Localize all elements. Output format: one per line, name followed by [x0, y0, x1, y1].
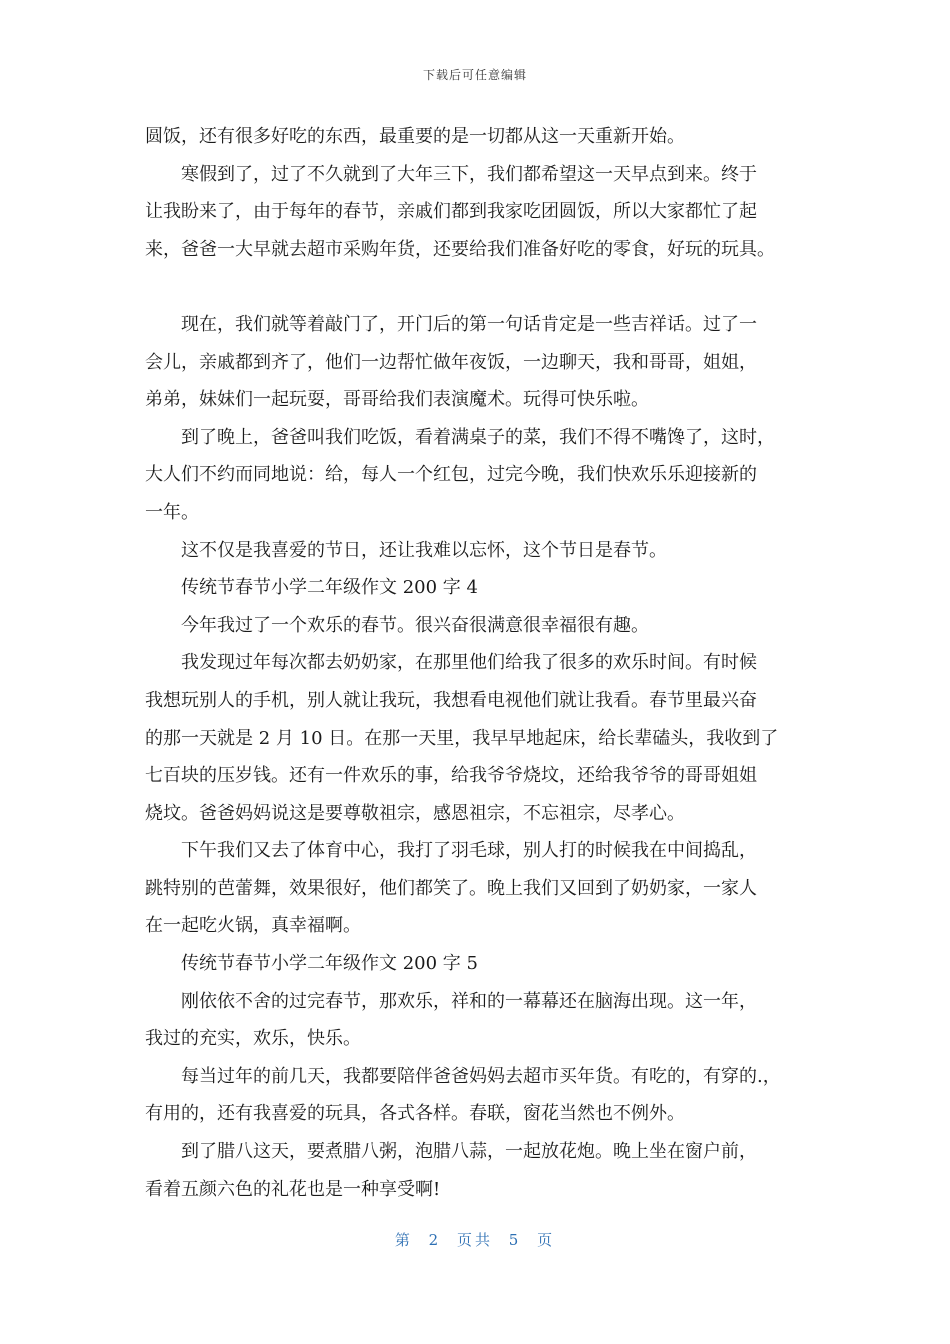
text-line: 圆饭，还有很多好吃的东西，最重要的是一切都从这一天重新开始。 [145, 126, 685, 147]
text-line: 下午我们又去了体育中心，我打了羽毛球，别人打的时候我在中间捣乱， [181, 840, 757, 862]
text-line: 每当过年的前几天，我都要陪伴爸爸妈妈去超市买年货。有吃的，有穿的.， [181, 1065, 781, 1087]
text-line: 大人们不约而同地说：给，每人一个红包，过完今晚，我们快欢乐乐迎接新的 [145, 464, 757, 486]
text-line: 传统节春节小学二年级作文 200 字 5 [181, 953, 478, 975]
text-line: 今年我过了一个欢乐的春节。很兴奋很满意很幸福很有趣。 [181, 614, 649, 636]
text-line: 会儿，亲戚都到齐了，他们一边帮忙做年夜饭，一边聊天，我和哥哥，姐姐， [145, 351, 757, 373]
text-line: 我发现过年每次都去奶奶家，在那里他们给我了很多的欢乐时间。有时候 [181, 652, 757, 674]
document-body [145, 118, 815, 1208]
text-line: 七百块的压岁钱。还有一件欢乐的事，给我爷爷烧坟，还给我爷爷的哥哥姐姐 [145, 765, 757, 787]
text-line: 来，爸爸一大早就去超市采购年货，还要给我们准备好吃的零食，好玩的玩具。 [145, 238, 775, 260]
text-line: 现在，我们就等着敲门了，开门后的第一句话肯定是一些吉祥话。过了一 [181, 313, 757, 335]
text-line: 弟弟，妹妹们一起玩耍，哥哥给我们表演魔术。玩得可快乐啦。 [145, 389, 649, 411]
text-line: 在一起吃火锅，真幸福啊。 [145, 915, 361, 937]
text-line: 有用的，还有我喜爱的玩具，各式各样。春联，窗花当然也不例外。 [145, 1103, 685, 1125]
text-line: 传统节春节小学二年级作文 200 字 4 [181, 577, 478, 599]
paragraph-gap [145, 268, 815, 306]
text-line: 让我盼来了，由于每年的春节，亲戚们都到我家吃团圆饭，所以大家都忙了起 [145, 201, 757, 223]
text-line: 到了晚上，爸爸叫我们吃饭，看着满桌子的菜，我们不得不嘴馋了，这时， [181, 426, 775, 448]
page-header: 下载后可任意编辑 [422, 68, 527, 82]
text-line: 一年。 [145, 501, 199, 523]
page-footer: 第 2 页共 5 页 [394, 1231, 556, 1249]
text-line: 的那一天就是 2 月 10 日。在那一天里，我早早地起床，给长辈磕头，我收到了 [145, 727, 779, 749]
text-line: 刚依依不舍的过完春节，那欢乐，祥和的一幕幕还在脑海出现。这一年， [181, 990, 757, 1012]
text-line: 跳特别的芭蕾舞，效果很好，他们都笑了。晚上我们又回到了奶奶家，一家人 [145, 877, 757, 899]
text-line: 我过的充实，欢乐，快乐。 [145, 1028, 361, 1050]
text-line: 看着五颜六色的礼花也是一种享受啊! [145, 1178, 441, 1200]
text-line: 烧坟。爸爸妈妈说这是要尊敬祖宗，感恩祖宗，不忘祖宗，尽孝心。 [145, 802, 685, 824]
text-line: 到了腊八这天，要煮腊八粥，泡腊八蒜，一起放花炮。晚上坐在窗户前， [181, 1141, 757, 1163]
text-line: 我想玩别人的手机，别人就让我玩，我想看电视他们就让我看。春节里最兴奋 [145, 689, 757, 711]
text-line: 这不仅是我喜爱的节日，还让我难以忘怀，这个节日是春节。 [181, 539, 667, 561]
text-line: 寒假到了，过了不久就到了大年三下，我们都希望这一天早点到来。终于 [181, 163, 757, 185]
